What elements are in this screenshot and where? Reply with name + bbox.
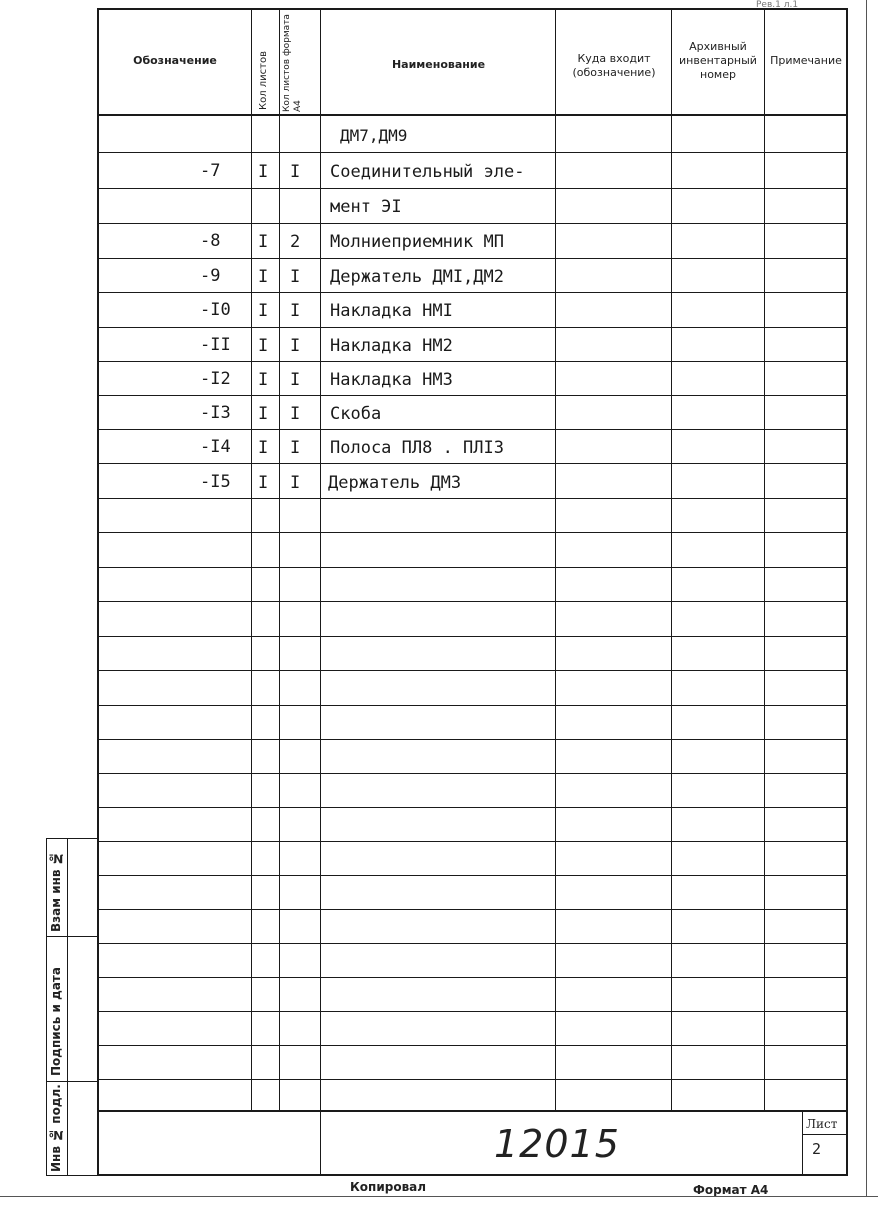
corner-note: Рев.1 л.1	[756, 0, 799, 10]
header-kol-format: Кол листов формата А4	[282, 14, 303, 112]
header-designation: Обозначение	[133, 54, 217, 67]
cell-name: Молниеприемник МП	[330, 232, 504, 252]
header-kol-listov: Кол листов	[258, 50, 269, 110]
col-divider-5	[671, 10, 672, 1110]
cell-designation: -8	[200, 231, 221, 251]
side-stamp-line-2	[46, 1081, 98, 1082]
header-where-used: Куда входит (обозначение)	[572, 52, 656, 79]
cell-name: Накладка НМ2	[330, 336, 453, 356]
cell-name: Держатель ДМI,ДМ2	[330, 267, 504, 287]
cell-qty2: I	[290, 336, 301, 356]
col-divider-2	[279, 10, 280, 1110]
cell-qty1: I	[258, 336, 269, 356]
cell-name: Соединительный эле-	[330, 162, 525, 182]
cell-qty1: I	[258, 438, 269, 458]
header-name: Наименование	[391, 58, 486, 71]
header-note: Примечание	[770, 54, 842, 67]
sheet-label: Лист	[806, 1117, 838, 1131]
cell-qty2: I	[290, 404, 301, 424]
col-divider-3	[320, 10, 321, 1176]
header-bottom-line	[97, 114, 848, 116]
cell-name: Полоса ПЛ8 . ПЛI3	[330, 438, 504, 458]
cell-qty1: I	[258, 301, 269, 321]
cell-designation: -I0	[200, 300, 231, 320]
footer-copied: Копировал	[350, 1180, 427, 1194]
sheet-right-edge	[866, 0, 867, 1196]
cell-qty2: I	[290, 438, 301, 458]
cell-qty2: I	[290, 162, 301, 182]
cell-name: мент ЭI	[330, 197, 402, 217]
cell-qty2: 2	[290, 232, 301, 252]
side-label-inv-podl: Инв № подл.	[49, 1084, 63, 1172]
cell-qty2: I	[290, 267, 301, 287]
cell-designation: -II	[200, 335, 231, 355]
footer-format: Формат А4	[693, 1183, 769, 1197]
header-archive-number: Архивный инвентарный номер	[679, 40, 757, 81]
cell-name: Накладка НМ3	[330, 370, 453, 390]
col-divider-1	[251, 10, 252, 1110]
cell-designation: -7	[200, 161, 221, 181]
cell-designation: -I5	[200, 472, 231, 492]
cell-designation: -I4	[200, 437, 231, 457]
side-label-vzam-inv: Взам инв №	[49, 851, 63, 932]
cell-qty1: I	[258, 232, 269, 252]
sheet-bottom-edge	[0, 1196, 878, 1197]
cell-qty2: I	[290, 370, 301, 390]
cell-qty1: I	[258, 162, 269, 182]
stamp-sheet-divider	[802, 1110, 803, 1176]
cell-designation: -I2	[200, 369, 231, 389]
cell-name: Накладка НМI	[330, 301, 453, 321]
cell-designation: -I3	[200, 403, 231, 423]
stamp-top-line	[97, 1110, 848, 1112]
sheet-number: 2	[812, 1140, 822, 1158]
drawing-frame	[97, 8, 848, 1176]
side-stamp-divider	[67, 838, 68, 1176]
cell-qty1: I	[258, 473, 269, 493]
stamp-sheet-line	[802, 1134, 848, 1135]
cell-name: ДМ7,ДМ9	[340, 126, 408, 145]
side-stamp-line-1	[46, 936, 98, 937]
col-divider-6	[764, 10, 765, 1110]
cell-name: Скоба	[330, 404, 382, 424]
cell-qty2: I	[290, 301, 301, 321]
cell-qty1: I	[258, 370, 269, 390]
cell-qty1: I	[258, 267, 269, 287]
cell-qty1: I	[258, 404, 269, 424]
cell-qty2: I	[290, 473, 301, 493]
cell-designation: -9	[200, 266, 221, 286]
side-label-podpis-data: Подпись и дата	[49, 967, 63, 1076]
document-number: 12015	[494, 1122, 620, 1166]
cell-name: Держатель ДМ3	[328, 473, 462, 493]
col-divider-4	[555, 10, 556, 1110]
